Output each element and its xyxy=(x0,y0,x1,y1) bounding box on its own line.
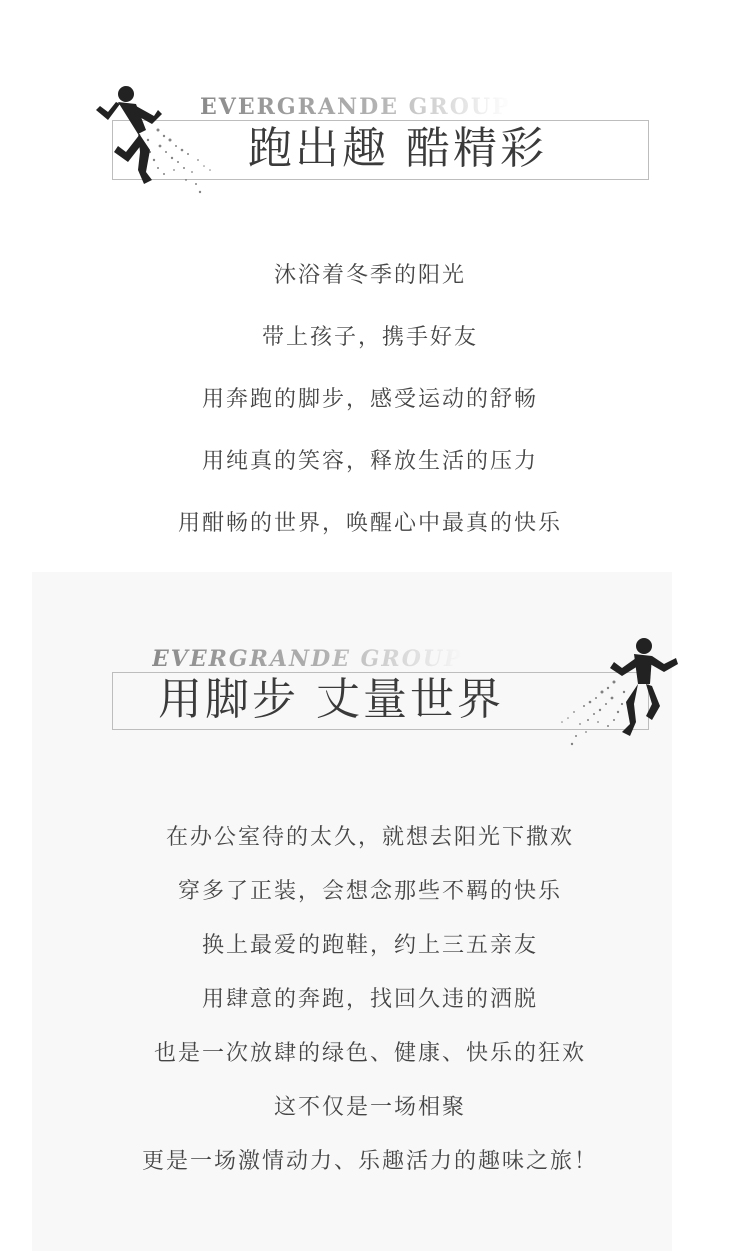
runner-right-icon xyxy=(534,632,684,762)
poem-line: 这不仅是一场相聚 xyxy=(273,1095,466,1120)
poem-line: 用纯真的笑容，释放生活的压力 xyxy=(201,449,538,474)
poem-line: 带上孩子，携手好友 xyxy=(261,325,478,350)
poem-line: 用奔跑的脚步，感受运动的舒畅 xyxy=(201,387,538,412)
section-running xyxy=(0,572,740,1251)
poem-line: 穿多了正装，会想念那些不羁的快乐 xyxy=(177,879,562,904)
banner-en-title: EVERGRANDE GROUP xyxy=(200,94,511,120)
banner-title: 跑出趣 酷精彩 xyxy=(248,123,547,174)
banner-en-title: EVERGRANDE GROUP xyxy=(152,646,463,672)
poem-1 xyxy=(0,258,740,568)
poem-2 xyxy=(0,820,740,1198)
poem-line: 沐浴着冬季的阳光 xyxy=(273,263,466,288)
poem-line: 也是一次放肆的绿色、健康、快乐的狂欢 xyxy=(153,1041,586,1066)
banner-title: 用脚步 丈量世界 xyxy=(158,674,504,725)
banner-1 xyxy=(0,80,740,200)
runner-left-icon xyxy=(88,80,238,210)
poem-line: 更是一场激情动力、乐趣活力的趣味之旅！ xyxy=(141,1149,598,1174)
poem-line: 在办公室待的太久，就想去阳光下撒欢 xyxy=(165,825,574,850)
banner-2 xyxy=(0,632,740,772)
poem-line: 换上最爱的跑鞋，约上三五亲友 xyxy=(201,933,538,958)
section-intro xyxy=(0,0,740,572)
poem-line: 用肆意的奔跑，找回久违的洒脱 xyxy=(201,987,538,1012)
poem-line: 用酣畅的世界，唤醒心中最真的快乐 xyxy=(177,511,562,536)
